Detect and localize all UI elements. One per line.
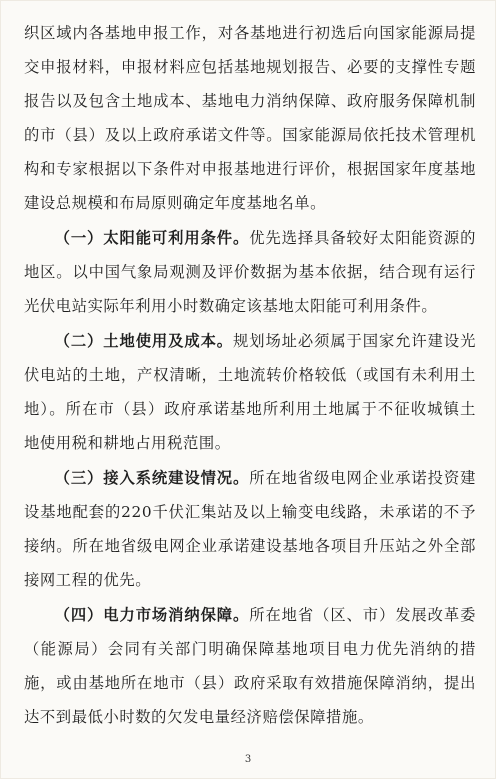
paragraph-intro-text: 织区域内各基地申报工作，对各基地进行初选后向国家能源局提交申报材料，申报材料应包括基地规划报告、必要的支撑性专题报告以及包含土地成本、基地电力消纳保障、政府服务保障机制的市（县）及以上政府承诺文件等。国家能源局依托技术管理机构和专家根据以下条件对申报基地进行评价，根据国家年度基地建设总规模和布局原则确定年度基地名单。: [24, 24, 476, 212]
paragraph-solar-conditions: [24, 221, 476, 323]
paragraph-grid-connection-text: 所在地省级电网企业承诺投资建设基地配套的220千伏汇集站及以上输变电线路，未承诺的不予接纳。所在地省级电网企业承诺建设基地各项目升压站之外全部接网工程的优先。: [24, 469, 476, 589]
paragraph-intro: [24, 16, 476, 220]
heading-land-use: （二）土地使用及成本。: [54, 332, 234, 350]
heading-grid-connection: （三）接入系统建设情况。: [54, 469, 250, 487]
heading-market-absorption: （四）电力市场消纳保障。: [54, 606, 250, 624]
page-number: 3: [244, 754, 252, 765]
paragraph-land-use: [24, 324, 476, 460]
paragraph-solar-conditions-text: 优先选择具备较好太阳能资源的地区。以中国气象局观测及评价数据为基本依据，结合现有运行光伏电站实际年利用小时数确定该基地太阳能可利用条件。: [24, 229, 476, 315]
paragraph-market-absorption-text: 所在地省（区、市）发展改革委（能源局）会同有关部门明确保障基地项目电力优先消纳的措施，或由基地所在地市（县）政府采取有效措施保障消纳，提出达不到最低小时数的欠发电量经济赔偿保障措施。: [24, 606, 476, 726]
paragraph-grid-connection: [24, 461, 476, 597]
paragraph-market-absorption: [24, 598, 476, 734]
heading-solar-conditions: （一）太阳能可利用条件。: [54, 229, 250, 247]
paragraph-land-use-text: 规划场址必须属于国家允许建设光伏电站的土地，产权清晰，土地流转价格较低（或国有未利用土地）。所在市（县）政府承诺基地所利用土地属于不征收城镇土地使用税和耕地占用税范围。: [24, 332, 476, 452]
